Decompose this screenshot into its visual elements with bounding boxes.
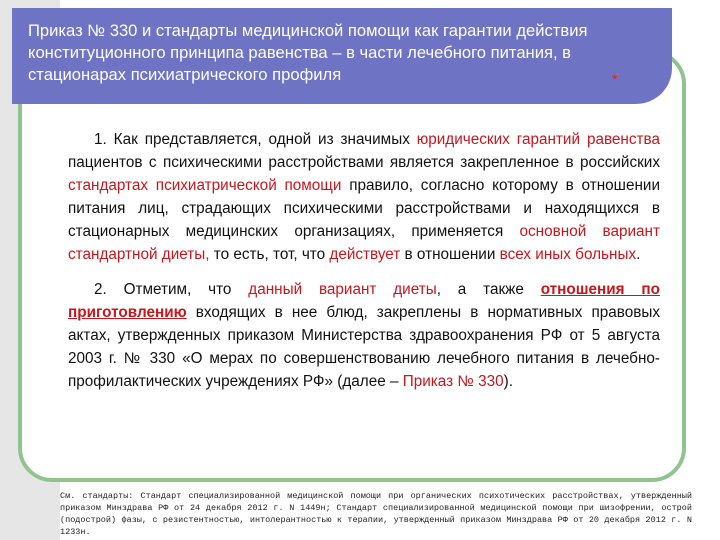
highlight-legal-guarantees: юридических гарантий равенства [416, 131, 660, 148]
title-marker: * [612, 71, 618, 87]
paragraph-2: 2. Отметим, что данный вариант диеты, а также отношения по приготовлению входящих в нее блюд, закреплены в нормативных правовых актах, утвержденных приказом Министерства здравоохранения РФ от 5 августа 2003 г. № 330 «О мерах по совершенствованию лечебного питания в лечебно-профилактических учреждениях РФ» (далее – Приказ № 330). [68, 281, 660, 390]
footnote: См. стандарты: Стандарт специализированной медицинской помощи при органических психотических расстройствах, утвержденный приказом Минздрава РФ от 24 декабря 2012 г. N 1449н; Стандарт специализированной медицинской помощи при шизофрении, острой (подострой) фазы, с резистентностью, интолерантностью к терапии, утвержденный приказом Минздрава РФ от 20 декабря 2012 г. N 1233н. [60, 491, 692, 537]
highlight-cooking-relations: отношения по приготовлению [68, 281, 660, 321]
slide-title-bar [12, 8, 672, 104]
highlight-applies: действует [329, 246, 401, 263]
highlight-basic-diet: основной вариант стандартной диеты, [68, 223, 660, 263]
highlight-diet-variant: данный вариант диеты [248, 281, 437, 298]
paragraph-1: 1. Как представляется, одной из значимых юридических гарантий равенства пациентов с психическими расстройствами является закрепленное в российских стандартах психиатрической помощи правило, согласно которому в отношении питания лиц, страдающих психическими расстройствами и находящихся в стационарных медицинских организациях, применяется основной вариант стандартной диеты, то есть, тот, что действует в отношении всех иных больных. [68, 131, 660, 263]
slide-title: Приказ № 330 и стандарты медицинской помощи как гарантии действия конституционного принципа равенства – в части лечебного питания, в стационарах психиатрического профиля [28, 21, 588, 84]
highlight-psychiatric-standards: стандартах психиатрической помощи [68, 177, 342, 194]
highlight-all-patients: всех иных больных [499, 246, 637, 263]
highlight-order-330: Приказ № 330 [402, 373, 504, 390]
slide-body [68, 128, 660, 393]
